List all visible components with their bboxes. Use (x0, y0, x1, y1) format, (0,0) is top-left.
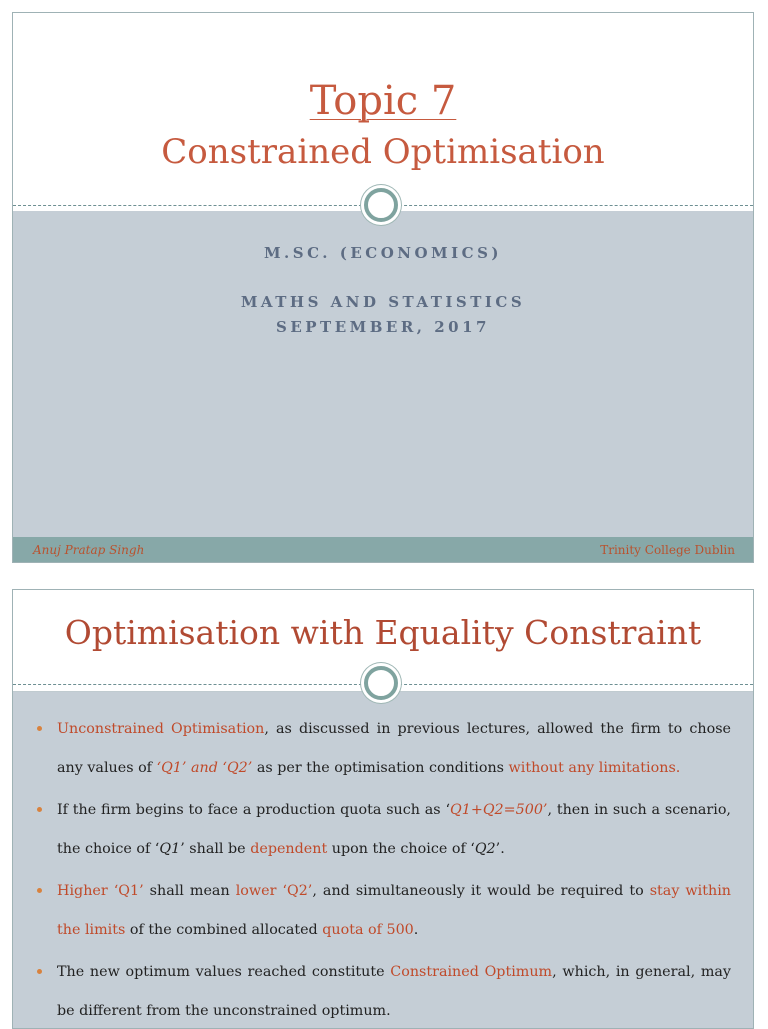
bullet-icon (37, 807, 42, 812)
bullet-icon (37, 726, 42, 731)
list-item: Higher ‘Q1’ shall mean lower ‘Q2’, and simultaneously it would be required to stay within the limits of the combined allocated quota of 500. (37, 872, 731, 949)
slide-title: Optimisation with Equality Constraint (64, 613, 702, 652)
bullet-icon (37, 969, 42, 974)
topic-number: Topic 7 (309, 78, 457, 124)
circle-ornament-icon (364, 188, 398, 222)
list-item: If the firm begins to face a production quota such as ‘Q1+Q2=500’, then in such a scenario, the choice of ‘Q1’ shall be dependent upon the choice of ‘Q2’. (37, 791, 731, 868)
content-slide (12, 589, 754, 1029)
slide-subtitle: Constrained Optimisation (161, 132, 605, 172)
circle-ornament-icon (364, 666, 398, 700)
degree-label: M.SC. (ECONOMICS) (263, 244, 503, 262)
title-slide (12, 12, 754, 563)
bullet-icon (37, 888, 42, 893)
course-label: MATHS AND STATISTICS (240, 293, 526, 311)
institution-name: Trinity College Dublin (600, 543, 735, 557)
list-item: The new optimum values reached constitute Constrained Optimum, which, in general, may be different from the unconstrained optimum. (37, 953, 731, 1029)
bullet-list (37, 710, 731, 1029)
slide-footer (13, 537, 753, 563)
title-area (13, 13, 753, 205)
author-name: Anuj Pratap Singh (33, 543, 145, 557)
list-item: Unconstrained Optimisation, as discussed in previous lectures, allowed the firm to chose any values of ‘Q1’ and ‘Q2’ as per the optimisation conditions without any limitations. (37, 710, 731, 787)
date-label: SEPTEMBER, 2017 (275, 318, 490, 336)
